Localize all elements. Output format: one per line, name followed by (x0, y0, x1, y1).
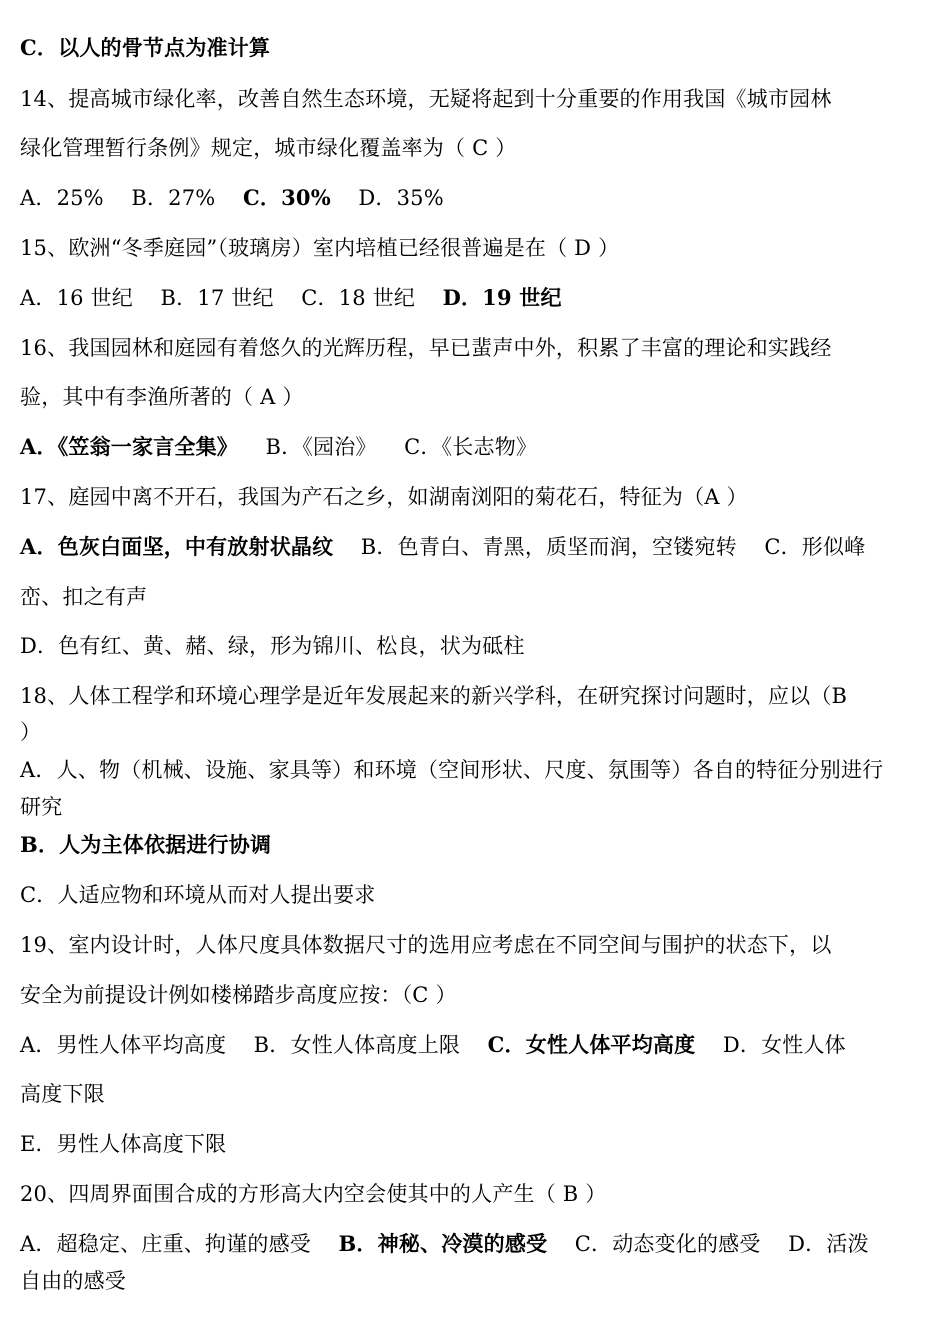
text-line (20, 484, 920, 510)
text-run: C．动态变化的感受 D．活泼 (547, 1232, 869, 1256)
text-line (20, 1081, 920, 1107)
text-line (20, 434, 920, 460)
text-line (20, 982, 920, 1008)
text-line (20, 534, 920, 560)
text-line (20, 683, 920, 709)
text-line (20, 135, 920, 161)
text-run: 绿化管理暂行条例》规定，城市绿化覆盖率为（ C ） (20, 136, 517, 160)
text-run: A．男性人体平均高度 B．女性人体高度上限 (20, 1033, 488, 1057)
text-line (20, 1181, 920, 1207)
answer-highlight: B．神秘、冷漠的感受 (338, 1231, 548, 1256)
text-line (20, 932, 920, 958)
text-line (20, 1268, 920, 1294)
text-line (20, 384, 920, 410)
text-line (20, 285, 920, 311)
text-run: 17、庭园中离不开石，我国为产石之乡，如湖南浏阳的菊花石，特征为（A ） (20, 485, 748, 509)
text-run: D．色有红、黄、赭、绿，形为锦川、松良，状为砥柱 (20, 634, 525, 658)
text-line (20, 185, 920, 211)
text-run: ） (20, 720, 42, 744)
answer-highlight: C．女性人体平均高度 (487, 1032, 696, 1057)
text-run: A．16 世纪 B．17 世纪 C．18 世纪 (20, 286, 443, 310)
text-run: 18、人体工程学和环境心理学是近年发展起来的新兴学科，在研究探讨问题时，应以（B (20, 684, 848, 708)
text-run: 16、我国园林和庭园有着悠久的光辉历程，早已蜚声中外，积累了丰富的理论和实践经 (20, 336, 832, 360)
text-run: 验，其中有李渔所著的（ A ） (20, 385, 304, 409)
text-run: D．女性人体 (695, 1033, 846, 1057)
text-run: 高度下限 (20, 1082, 105, 1106)
text-run: D．35% (330, 186, 444, 210)
text-line (20, 1231, 920, 1257)
text-line (20, 832, 920, 858)
text-line (20, 335, 920, 361)
answer-highlight: C．30% (242, 185, 331, 210)
text-line (20, 794, 920, 820)
text-line (20, 719, 920, 745)
text-line (20, 584, 920, 610)
text-run: 19、室内设计时，人体尺度具体数据尺寸的选用应考虑在不同空间与围护的状态下，以 (20, 933, 832, 957)
answer-highlight: D．19 世纪 (442, 285, 562, 310)
text-run: 14、提高城市绿化率，改善自然生态环境，无疑将起到十分重要的作用我国《城市园林 (20, 87, 832, 111)
text-run: C．人适应物和环境从而对人提出要求 (20, 883, 376, 907)
text-run: 自由的感受 (20, 1269, 126, 1293)
answer-highlight: A．《笠翁一家言全集》 (20, 434, 238, 459)
text-run: 20、四周界面围合成的方形高大内空会使其中的人产生（ B ） (20, 1182, 607, 1206)
text-run: A．人、物（机械、设施、家具等）和环境（空间形状、尺度、氛围等）各自的特征分别进行 (20, 758, 884, 782)
answer-highlight: B．人为主体依据进行协调 (20, 832, 272, 857)
answer-highlight: A．色灰白面坚，中有放射状晶纹 (20, 534, 334, 559)
text-line (20, 757, 920, 783)
text-line (20, 882, 920, 908)
text-line (20, 633, 920, 659)
text-line (20, 35, 920, 61)
text-run: 15、欧洲“冬季庭园”（玻璃房）室内培植已经很普遍是在（ D ） (20, 236, 620, 260)
text-run: 研究 (20, 795, 63, 819)
text-line (20, 86, 920, 112)
text-run: A．超稳定、庄重、拘谨的感受 (20, 1232, 339, 1256)
text-run: 峦、扣之有声 (20, 585, 148, 609)
text-run: B．色青白、青黑，质坚而润，空镂宛转 C．形似峰 (333, 535, 866, 559)
text-line (20, 1131, 920, 1157)
text-line (20, 1032, 920, 1058)
text-run: E．男性人体高度下限 (20, 1132, 227, 1156)
answer-highlight: C．以人的骨节点为准计算 (20, 35, 271, 60)
text-run: B．《园治》 C．《长志物》 (238, 435, 538, 459)
text-line (20, 235, 920, 261)
text-run: A．25% B．27% (20, 186, 243, 210)
text-run: 安全为前提设计例如楼梯踏步高度应按：（C ） (20, 983, 457, 1007)
